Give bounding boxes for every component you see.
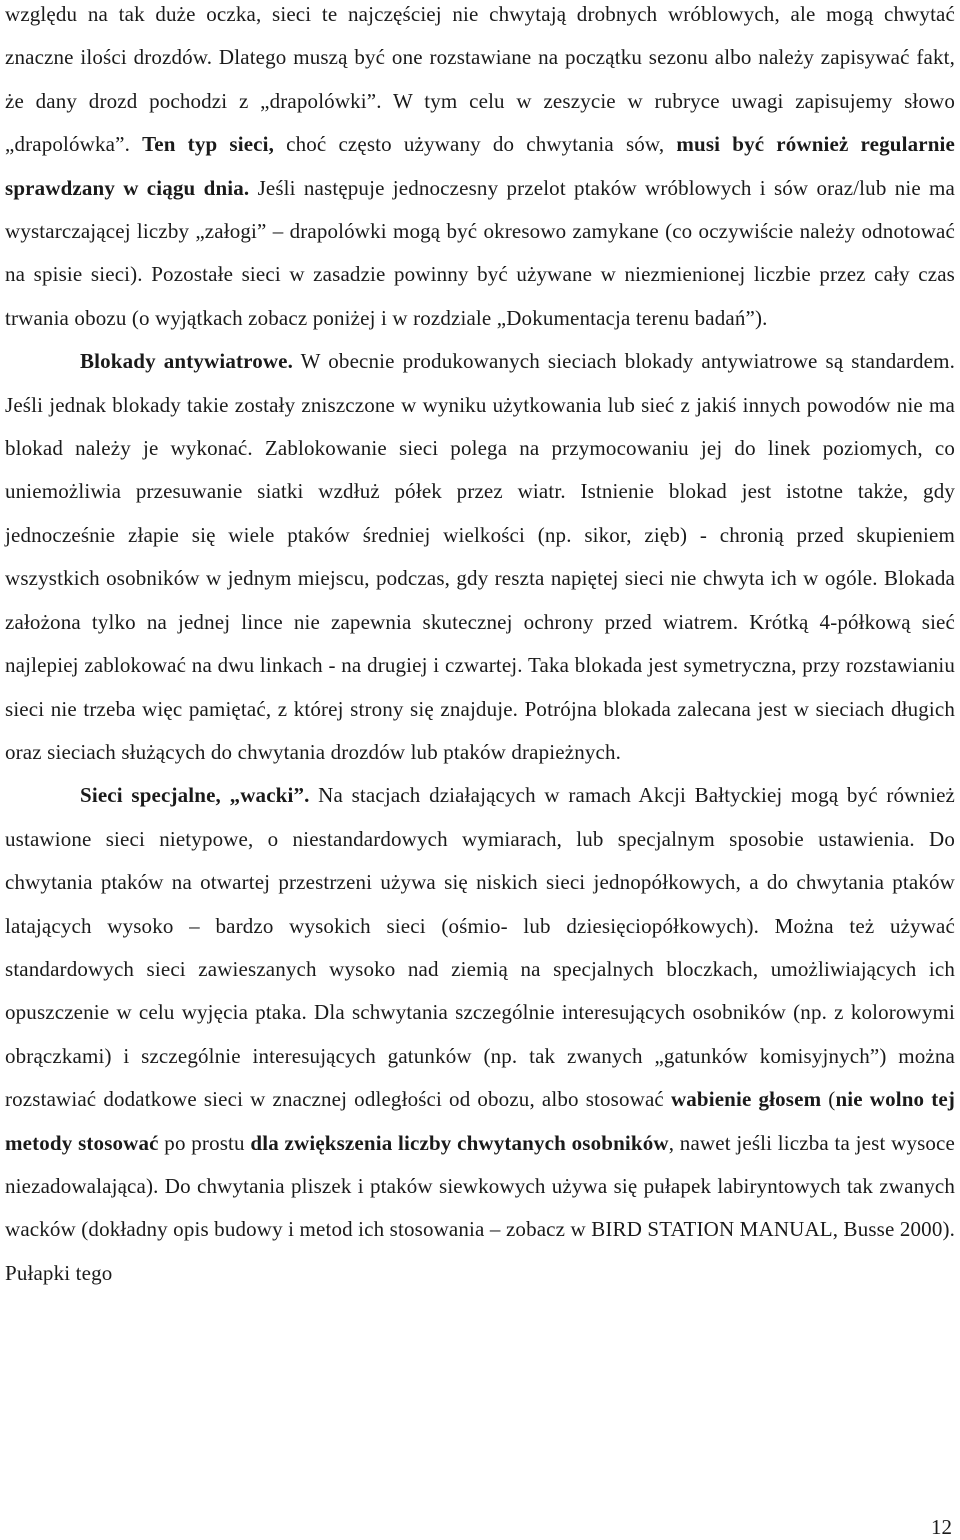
section-heading: Blokady antywiatrowe. [80, 349, 294, 374]
text-run: Na stacjach działających w ramach Akcji Bałtyckiej mogą być również ustawione sieci nietypowe, o niestandardowych wymiarach, lub specjalnym sposobie ustawienia. Do chwytania ptaków na otwartej przestrzeni używa się niskich sieci jednopółkowych, a do chwytania ptaków latających wysoko – bardzo wysokich sieci (ośmio- lub dziesięciopółkowych). Można też używać standardowych sieci zawieszanych wysoko nad ziemią na specjalnych bloczkach, umożliwiających ich opuszczenie w celu wyjęcia ptaka. Dla schwytania szczególnie interesujących osobników (np. z kolorowymi obrączkami) i szczególnie interesujących gatunków (np. tak zwanych „gatunków komisyjnych”) można rozstawiać dodatkowe sieci w znacznej odległości od obozu, albo stosować [5, 783, 956, 1112]
section-heading: Sieci specjalne, „wacki”. [80, 783, 310, 808]
text-run: , nawet jeśli liczba ta jest wysoce niezadowalająca). Do chwytania pliszek i ptaków siewkowych używa się pułapek labiryntowych tak zwanych wacków (dokładny opis budowy i metod ich stosowania – zobacz w BIRD STATION MANUAL, Busse 2000). Pułapki tego [5, 1130, 956, 1285]
text-run: po prostu [158, 1130, 251, 1155]
paragraph-sieci-specjalne [5, 774, 955, 1295]
text-run: choć często używany do chwytania sów, [274, 132, 677, 157]
bold-run: wabienie głosem [670, 1087, 822, 1112]
bold-run: Ten typ sieci, [142, 132, 275, 157]
document-page [5, 0, 955, 1295]
bold-run: musi być również regularnie sprawdzany w ciągu dnia. [5, 132, 955, 200]
text-run: ( [821, 1087, 836, 1112]
paragraph-blokady [5, 340, 955, 774]
text-run: Jeśli następuje jednoczesny przelot ptaków wróblowych i sów oraz/lub nie ma wystarczającej liczby „załogi” – drapolówki mogą być okresowo zamykane (co oczywiście należy odnotować na spisie sieci). Pozostałe sieci w zasadzie powinny być używane w niezmienionej liczbie przez cały czas trwania obozu (o wyjątkach zobacz poniżej i w rozdziale „Dokumentacja terenu badań”). [5, 175, 956, 330]
text-run: względu na tak duże oczka, sieci te najczęściej nie chwytają drobnych wróblowych, ale mogą chwytać znaczne ilości drozdów. Dlatego muszą być one rozstawiane na początku sezonu albo należy zapisywać fakt, że dany drozd pochodzi z „drapolówki”. W tym celu w zeszycie w rubryce uwagi zapisujemy słowo „drapolówka”. [5, 2, 955, 157]
paragraph-drapolowka [5, 0, 955, 340]
bold-run: nie wolno tej metody stosować [5, 1087, 955, 1155]
text-run: W obecnie produkowanych sieciach blokady antywiatrowe są standardem. Jeśli jednak blokady takie zostały zniszczone w wyniku użytkowania lub sieć z jakiś innych powodów nie ma blokad należy je wykonać. Zablokowanie sieci polega na przymocowaniu jej do linek poziomych, co uniemożliwia przesuwanie siatki wzdłuż półek przez wiatr. Istnienie blokad jest istotne także, gdy jednocześnie złapie się wiele ptaków średniej wielkości (np. sikor, zięb) - chronią przed skupieniem wszystkich osobników w jednym miejscu, podczas, gdy reszta napiętej sieci nie chwyta ich w ogóle. Blokada założona tylko na jednej lince nie zapewnia skutecznej ochrony przed wiatrem. Krótką 4-półkową sieć najlepiej zablokować na dwu linkach - na drugiej i czwartej. Taka blokada jest symetryczna, przy rozstawianiu sieci nie trzeba więc pamiętać, z której strony się znajduje. Potrójna blokada zalecana jest w sieciach długich oraz sieciach służących do chwytania drozdów lub ptaków drapieżnych. [5, 349, 955, 764]
bold-run: dla zwiększenia liczby chwytanych osobników [250, 1130, 669, 1155]
page-number: 12 [931, 1515, 952, 1539]
